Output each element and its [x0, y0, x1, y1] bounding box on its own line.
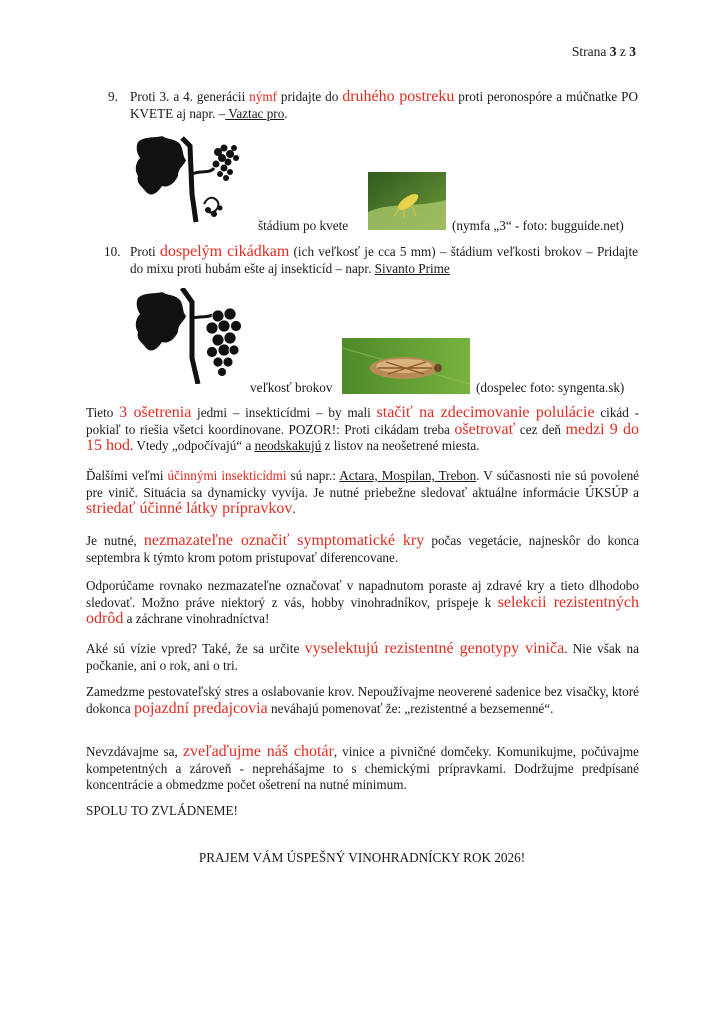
grape-stage-after-flowering-illustration	[134, 134, 244, 224]
paragraph-stress: Zamedzme pestovateľský stres a oslabovanie krov. Nepoužívajme neoverené sadenice bez visačky, ktoré dokonca pojazdní predajcovia neváhajú pomenovať že: „rezistentné a bezsemenné“.	[86, 684, 639, 717]
grape-stage-pea-size-illustration	[134, 288, 246, 384]
closing-wish: PRAJEM VÁM ÚSPEŠNÝ VINOHRADNÍCKY ROK 2026!	[198, 850, 526, 865]
product-link[interactable]: Vaztac pro	[225, 105, 285, 121]
nymph-photo-caption: (nymfa „3“ - foto: bugguide.net)	[452, 218, 624, 233]
paragraph-treatments: Tieto 3 ošetrenia jedmi – insekticídmi – by mali stačiť na zdecimovanie polulácie cikád - pokiaľ to riešia všetci koordinovane. POZOR!: Proti cikádam treba ošetrovať cez deň medzi 9 do 15 hod. Vtedy „odpočívajú“ a neodskakujú z listov na neošetrené miesta.	[86, 404, 640, 454]
paragraph-together: SPOLU TO ZVLÁDNEME!	[86, 803, 238, 818]
paragraph-dont-give-up: Nevzdávajme sa, zveľaďujme náš chotár, vinice a pivničné domčeky. Komunikujme, počúvajme kompetentných a zároveň - neprehášajme to s chemickými prípravkami. Dodržujme predpísané koncentrácie a obmedzme počet ošetrení na nutné minimum.	[86, 743, 640, 792]
paragraph-mark-healthy: Odporúčame rovnako nezmazateľne označovať v napadnutom poraste aj zdravé kry a tieto dlhodobo sledovať. Možno práve niektorý z vás, hobby vinohradníkov, prispeje k selekcii rezistentných odrôd a záchrane vinohradníctva!	[86, 578, 640, 627]
paragraph-insecticides: Ďalšími veľmi účinnými insekticídmi sú napr.: Actara, Mospilan, Trebon. V súčasnosti nie sú povolené pre vinič. Situácia sa dynamicky vyvíja. Je nutné priebežne sledovať aktuálne informácie ÚKSÚP a striedať účinné látky prípravkov.	[86, 468, 640, 517]
list-item-10: 10. Proti dospelým cikádkam (ich veľkosť je cca 5 mm) – štádium veľkosti brokov – Pridajte do mixu proti hubám ešte aj insekticíd – napr. Sivanto Prime	[104, 243, 638, 276]
list-item-9: 9. Proti 3. a 4. generácii nýmf pridajte do druhého postreku proti peronospóre a múčnatke PO KVETE aj napr. – Vaztac pro.	[108, 88, 638, 121]
nymph-photo	[368, 172, 446, 230]
adult-photo-caption: (dospelec foto: syngenta.sk)	[476, 380, 625, 395]
stage-caption-pea-size: veľkosť brokov	[250, 380, 333, 395]
adult-leafhopper-photo	[342, 338, 470, 394]
page-number: Strana 3 z 3	[571, 44, 636, 59]
stage-caption-after-flowering: štádium po kvete	[258, 218, 349, 233]
product-link[interactable]: Sivanto Prime	[374, 260, 450, 276]
paragraph-mark-symptomatic: Je nutné, nezmazateľne označiť symptomatické kry počas vegetácie, najneskôr do konca septembra k týmto krom potom pristupovať diferencovane.	[86, 532, 639, 565]
paragraph-visions: Aké sú vízie vpred? Také, že sa určite vyselektujú rezistentné genotypy viniča. Nie však na počkanie, ani o rok, ani o tri.	[86, 640, 639, 673]
product-link[interactable]: Actara, Mospilan, Trebon	[339, 468, 477, 483]
